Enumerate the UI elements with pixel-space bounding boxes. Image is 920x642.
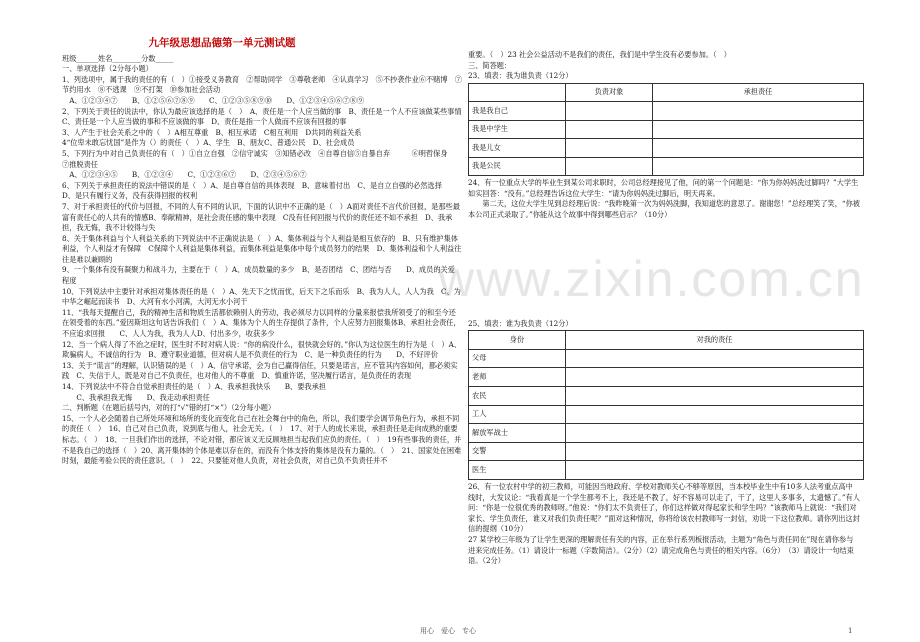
- page-title: 九年级思想品德第一单元测试题: [148, 37, 296, 49]
- question-12: 12、当一个病人得了不治之症时，医生时不时对病人说：“你的病没什么，很快就会好的。”你认为这位医生的行为是（ ）A、欺骗病人，不诚信的行为 B、遵守职业道德，但对病人是不负责任的行为 C、是一种负责任的行为 D、不好评价: [62, 339, 462, 360]
- table-row: [469, 349, 864, 368]
- table-header-row: [469, 83, 864, 102]
- section-heading: 三、简答题：: [468, 60, 512, 70]
- question-11: 11、“我每天提醒自己，我的精神生活和物质生活都依赖别人的劳动，我必须尽力以同样的分量来报偿我所领受了的和至今还在领受着的东西。”爱因斯坦这句话告诉我们（ ）A、集体为个人的生存提供了条件，个人应努力回报集体B、承担社会责任，不应追求回报 C、人人为我，我为人人D、付出多少，收获多少: [62, 307, 461, 339]
- question-13: 13、关于“谎言”的理解，认识错误的是（ ）A、信守承诺，会为自己赢得信任，只要是诺言，应不管其内容如何，都必须实践 C、失信于人，既是对自己不负责任，也对他人的不尊重 D、慎重许诺，坚决履行诺言，是负责任的表现: [62, 360, 458, 381]
- table-row: [469, 102, 864, 121]
- table-header-cell: 承担责任: [653, 83, 864, 102]
- table-cell: 我是公民: [469, 157, 566, 176]
- question-10: 10、下列说法中主要针对承担对集体责任的是（ ）A、先天下之忧而忧，后天下之乐而乐 B、我为人人，人人为我 C、为中华之崛起而读书 D、大河有水小河满，大河无水小河干: [62, 286, 461, 307]
- table-cell: 老师: [469, 368, 566, 387]
- table-cell: 我是中学生: [469, 120, 566, 139]
- judgement-continued: 重要。（ ）23 社会公益活动不是我们的责任，我们是中学生没有必要参加。（ ）: [468, 50, 731, 59]
- answer-cell[interactable]: [566, 442, 864, 461]
- answer-cell[interactable]: [653, 120, 864, 139]
- table-row: [469, 157, 864, 176]
- question-23-title: 23、填表：我为谁负责（12分）: [468, 71, 573, 81]
- answer-cell[interactable]: [566, 387, 864, 406]
- answer-cell[interactable]: [566, 368, 864, 387]
- table-row: [469, 424, 864, 443]
- answer-cell[interactable]: [566, 349, 864, 368]
- answer-cell[interactable]: [566, 157, 653, 176]
- answer-cell[interactable]: [653, 157, 864, 176]
- answer-cell[interactable]: [653, 102, 864, 121]
- question-7: 7、对于承担责任的代价与回报，不同的人有不同的认识，下面的认识中不正确的是（ ）A面对责任不言代价回报，是那些最富有责任心的人共有的情感B、奉献精神，是社会责任感的集中表现 C没有任何回报与代价的责任还不如不承担 D、我承担，我无悔，我不计较得与失: [62, 201, 460, 233]
- page-number: 1: [848, 627, 853, 635]
- table-row: [469, 461, 864, 480]
- watermark: www.zixin.com.cn: [438, 251, 865, 307]
- answer-cell[interactable]: [566, 424, 864, 443]
- table-header-row: [469, 331, 864, 350]
- table-header-cell: 负责对象: [566, 83, 653, 102]
- question-9: 9、一个集体有没有凝聚力和战斗力，主要在于（ ）A、成员数量的多少 B、是否团结 C、团结与否 D、成员的关爱程度: [62, 265, 455, 286]
- student-info-line: 班级______姓名________分数_____: [62, 53, 174, 63]
- responsibility-table: [468, 83, 864, 177]
- question-5: 5、下列行为中对自己负责任的有（ ）①自立自强 ②信守诚实 ③知错必改 ④自尊自信⑤自暴自弃 ⑥明哲保身 ⑦推脱责任: [62, 148, 462, 169]
- question-2: 2、下列关于责任的说法中，你认为最应该选择的是（ ） A、责任是一个人应当做的事 B、责任是一个人不应该做某些事情 C、责任是一个人应当做的事和不应该做的事 D、责任是指一个人做而不应该有回报的事: [62, 106, 469, 127]
- judgement-questions: 15、一个人必会随着自己所处环境和场所的变化而变化自己在社会舞台中的角色，所以，我们要学会调节角色行为，承担不同的责任（ ） 16、自己对自己负责，说到底与他人，社会无关。（ ） 17、对于人的成长来说，承担责任是走向成熟的重要标志。（ ） 18、一旦我们作出的选择，不论对错，都应该义无反顾地担当起我们应负的责任。（ ） 19有些事我的责任，并不是我自己的选择（ ）20、离开集体的个体是难以存在的，而没有个体支持的集体是没有力量的。（ ） 21、国家处在困难时刻，最能考验公民的责任意识。（ ） 22、只要能对他人负责，对社会负责，对自己负不负责任并不: [62, 413, 462, 466]
- footer-motto: 用心 爱心 专心: [420, 627, 476, 635]
- question-3: 3、人产生于社会关系之中的（ ）A相互尊重 B、相互承诺 C相互利用 D共同的利益关系: [62, 127, 362, 137]
- answer-cell[interactable]: [653, 139, 864, 158]
- table-row: [469, 368, 864, 387]
- answer-space: [468, 221, 860, 319]
- question-5-options: A、①②③④⑤ B、①②③④ C、①②③⑥⑦ D、②③④⑤⑥⑦: [62, 170, 307, 180]
- table-header-cell: 身份: [469, 331, 566, 350]
- question-1: 1、列选项中，属于我的责任的有（ ）①接受义务教育 ②帮助同学 ③尊敬老师 ④认真学习 ⑤不抄袭作业⑥不赌博 ⑦节约用水 ⑧不逃课 ⑨不打架 ⑩参加社会活动: [62, 74, 462, 95]
- question-6: 6、下列关于承担责任的说法中错误的是（ ）A、是自尊自信的具体表现 B、意味着付出 C、是自立自强的必然选择 D、是只有履行义务，没有获得回报的权利: [62, 180, 450, 201]
- question-25-title: 25、填表：谁为我负责（12分）: [468, 318, 573, 328]
- table-row: [469, 120, 864, 139]
- table-row: [469, 442, 864, 461]
- table-cell: 医生: [469, 461, 566, 480]
- table-cell: 父母: [469, 349, 566, 368]
- question-24: 24、有一位重点大学的毕业生到某公司求职时，公司总经理接见了他，问的第一个问题是：“你为你妈妈洗过脚吗？”大学生如实回答：“没有。”总经理告诉这位大学生：“请为你妈妈洗过脚后，明天再来。: [468, 178, 859, 198]
- question-1-options: A、①②③④⑦ B、①②⑤⑥⑦⑧⑨ C、①②③⑤⑧⑨⑩ D、①②③④⑤⑥⑦⑧⑨: [62, 95, 365, 105]
- who-responsible-table: [468, 330, 864, 480]
- answer-cell[interactable]: [566, 405, 864, 424]
- question-4: 4“位卑未敢忘忧国”是作为（）的责任（ ）A、学生 B、朋友C、普通公民 D、社会成员: [62, 138, 355, 148]
- right-column: [468, 50, 860, 567]
- table-row: [469, 139, 864, 158]
- question-24-continued: 第二天，这位大学生见到总经理后说：“我昨晚第一次为妈妈洗脚，我知道您的意思了。谢谢您！”总经理笑了笑，“你被本公司正式录取了。”你能从这个故事中得到哪些启示？（10分）: [468, 199, 860, 220]
- section-heading: 一、单项选择（2分每小题）: [62, 64, 153, 74]
- table-header-cell: [469, 83, 566, 102]
- question-26: 26、有一位农村中学的初三教师，可能因当地政府、学校对教师关心不够等原因，当本校毕业生中有10多人法考重点高中线时，大发议论：“我看真是一个学生都考不上，我还是不教了，好不容易可以走了，干了，这里人多事多，太遗憾了。”有人问：“你是一位很优秀的教师呀。”他说：“你们太不负责任了，你们这样做对得起家长和学生吗？”该教师马上就说：“我们对家长、学生负责任，谁又对我们负责任呢？”面对这种情况，你将给该农村教师写一封信，劝说一下这位教师。请你列出这封信的提纲（10分）: [468, 482, 860, 534]
- table-cell: 解放军战士: [469, 424, 566, 443]
- table-row: [469, 405, 864, 424]
- question-14-options: C、我承担我无悔 D、我走动承担责任: [62, 392, 210, 402]
- answer-cell[interactable]: [566, 102, 653, 121]
- answer-cell[interactable]: [566, 139, 653, 158]
- table-cell: 交警: [469, 442, 566, 461]
- left-content: [62, 64, 469, 467]
- table-cell: 我是我自己: [469, 102, 566, 121]
- table-cell: 农民: [469, 387, 566, 406]
- table-cell: 我是儿女: [469, 139, 566, 158]
- question-14: 14、下列说法中不符合自觉承担责任的是（ ）A、我承担我快乐 B、要我承担: [62, 382, 326, 391]
- answer-cell[interactable]: [566, 461, 864, 480]
- table-row: [469, 387, 864, 406]
- answer-cell[interactable]: [566, 120, 653, 139]
- table-cell: 工人: [469, 405, 566, 424]
- left-column: [62, 37, 469, 467]
- question-27: 27 某学校三年级为了让学生更深的理解责任有关的内容，正在举行系列板报活动，主题为“角色与责任同在”现在请你参与进来完成任务。（1）请设计一标题（字数简洁）。（2分）（2）请完成角色与责任的相关内容。（6分） （3）请设计一句结束语。（2分）: [468, 534, 854, 566]
- table-header-cell: 对我的责任: [566, 331, 864, 350]
- question-8: 8、关于集体利益与个人利益关系的下列说法中不正确说法是（ ）A、集体利益与个人利益是相互依存的 B、只有维护集体利益，个人利益才有保障 C保障个人利益是集体利益，而集体利益是集体中每个成员努力的结果 D、集体利益和个人利益往往是难以兼顾的: [62, 233, 462, 264]
- section-heading: 二、判断题（在题后括号内，对的打“√”错的打“×”）（2分每小题）: [62, 403, 276, 413]
